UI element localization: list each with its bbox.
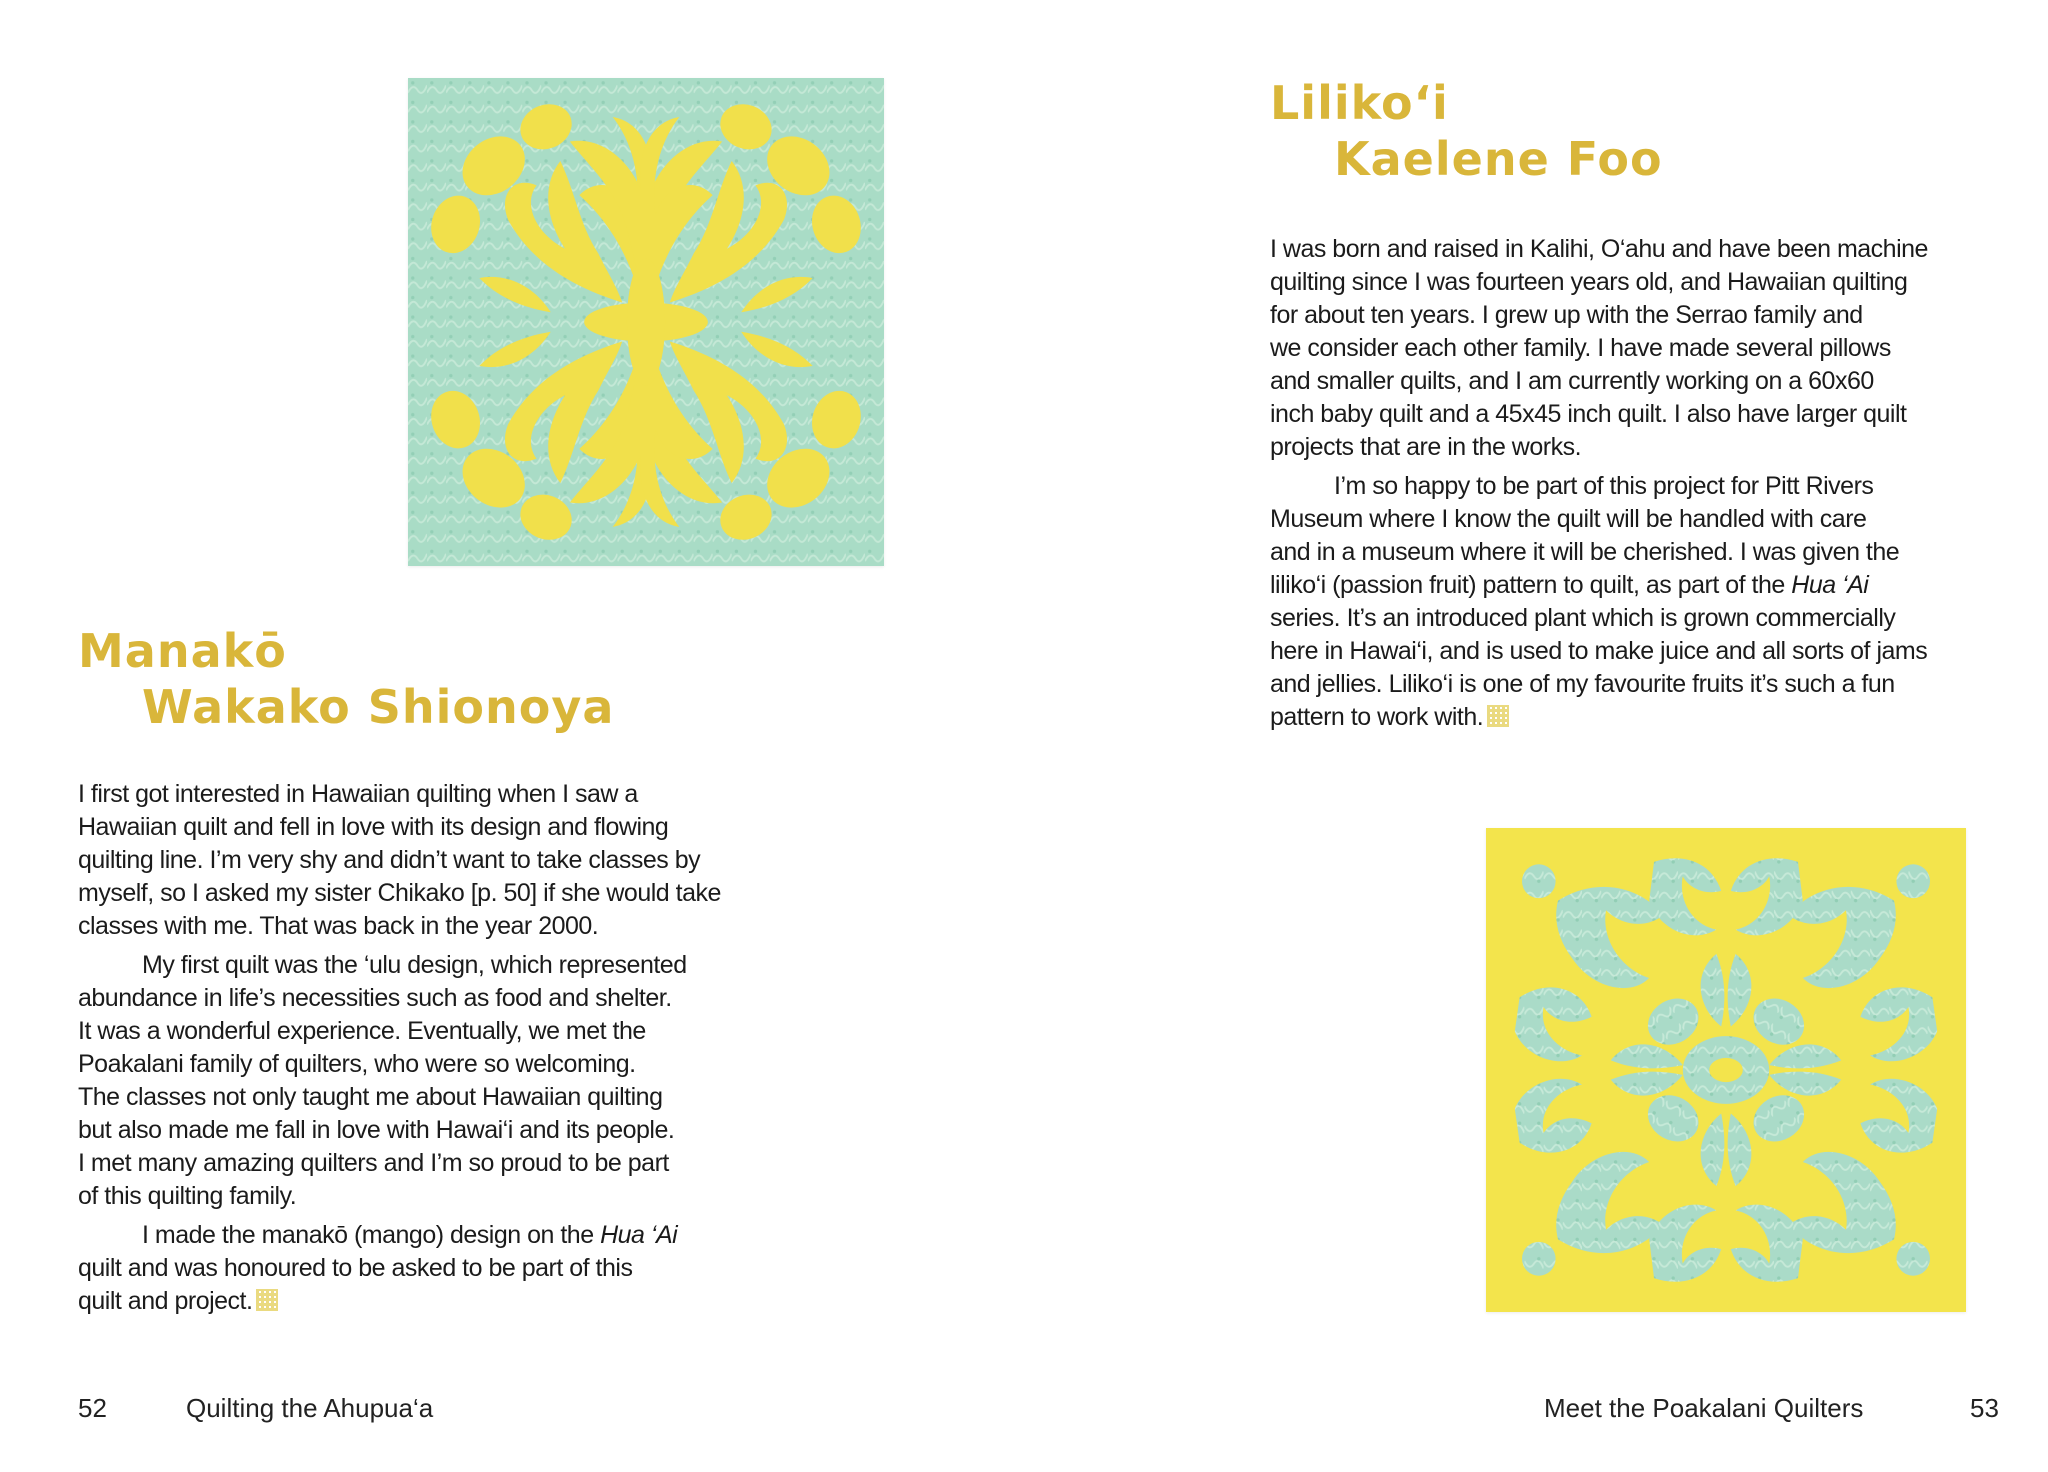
paragraph-2: I’m so happy to be part of this project for Pitt Rivers Museum where I know the quilt will be handled with care and in a museum where it will be cherished. I was given the liliko‘i (passion fruit) pattern to quilt, as part of the Hua ‘Ai series. It’s an introduced plant which is grown commercially here in Hawai‘i, and is used to make juice and all sorts of jams and jellies. Liliko‘i is one of my favourite fruits it’s such a fun pattern to work with. <box>1270 472 1928 731</box>
page-number: 53 <box>1970 1393 1999 1423</box>
quilter-name: Kaelene Foo <box>1334 132 1663 186</box>
running-head: Meet the Poakalani Quilters <box>1544 1393 1864 1423</box>
right-page <box>1024 0 2048 1472</box>
end-mark-icon <box>1487 705 1509 727</box>
manako-quilt-image <box>408 78 884 566</box>
running-head: Quilting the Ahupua‘a <box>186 1393 434 1423</box>
manako-heading <box>78 624 615 734</box>
quilt-title: Hua ‘Ai <box>1791 571 1869 599</box>
end-mark-icon <box>256 1289 278 1311</box>
lilikoi-quilt-image <box>1486 828 1966 1312</box>
quilt-title: Hua ‘Ai <box>600 1221 678 1249</box>
page-reference: [p. 50] <box>470 879 537 907</box>
paragraph-1: I first got interested in Hawaiian quilting when I saw a Hawaiian quilt and fell in love with its design and flowing quilting line. I’m very shy and didn’t want to take classes by myself, so I asked my sister Chikako [p. 50] if she would take classes with me. That was back in the year 2000. <box>78 780 721 940</box>
lilikoi-heading <box>1270 76 1663 186</box>
quilter-name: Wakako Shionoya <box>142 680 615 734</box>
pattern-name: Liliko‘i <box>1270 76 1449 130</box>
paragraph-2: My first quilt was the ‘ulu design, which represented abundance in life’s necessities such as food and shelter. It was a wonderful experience. Eventually, we met the Poakalani family of quilters, who were so welcoming. The classes not only taught me about Hawaiian quilting but also made me fall in love with Hawai‘i and its people. I met many amazing quilters and I’m so proud to be part of this quilting family. <box>78 951 687 1210</box>
page-number: 52 <box>78 1393 107 1423</box>
paragraph-3: I made the manakō (mango) design on the Hua ‘Ai quilt and was honoured to be asked to be part of this quilt and project. <box>78 1221 678 1315</box>
lilikoi-story <box>1270 233 2000 740</box>
pattern-name: Manakō <box>78 624 287 678</box>
paragraph-1: I was born and raised in Kalihi, O‘ahu and have been machine quilting since I was fourteen years old, and Hawaiian quilting for about ten years. I grew up with the Serrao family and we consider each other family. I have made several pillows and smaller quilts, and I am currently working on a 60x60 inch baby quilt and a 45x45 inch quilt. I also have larger quilt projects that are in the works. <box>1270 235 1928 461</box>
manako-story <box>78 778 798 1324</box>
